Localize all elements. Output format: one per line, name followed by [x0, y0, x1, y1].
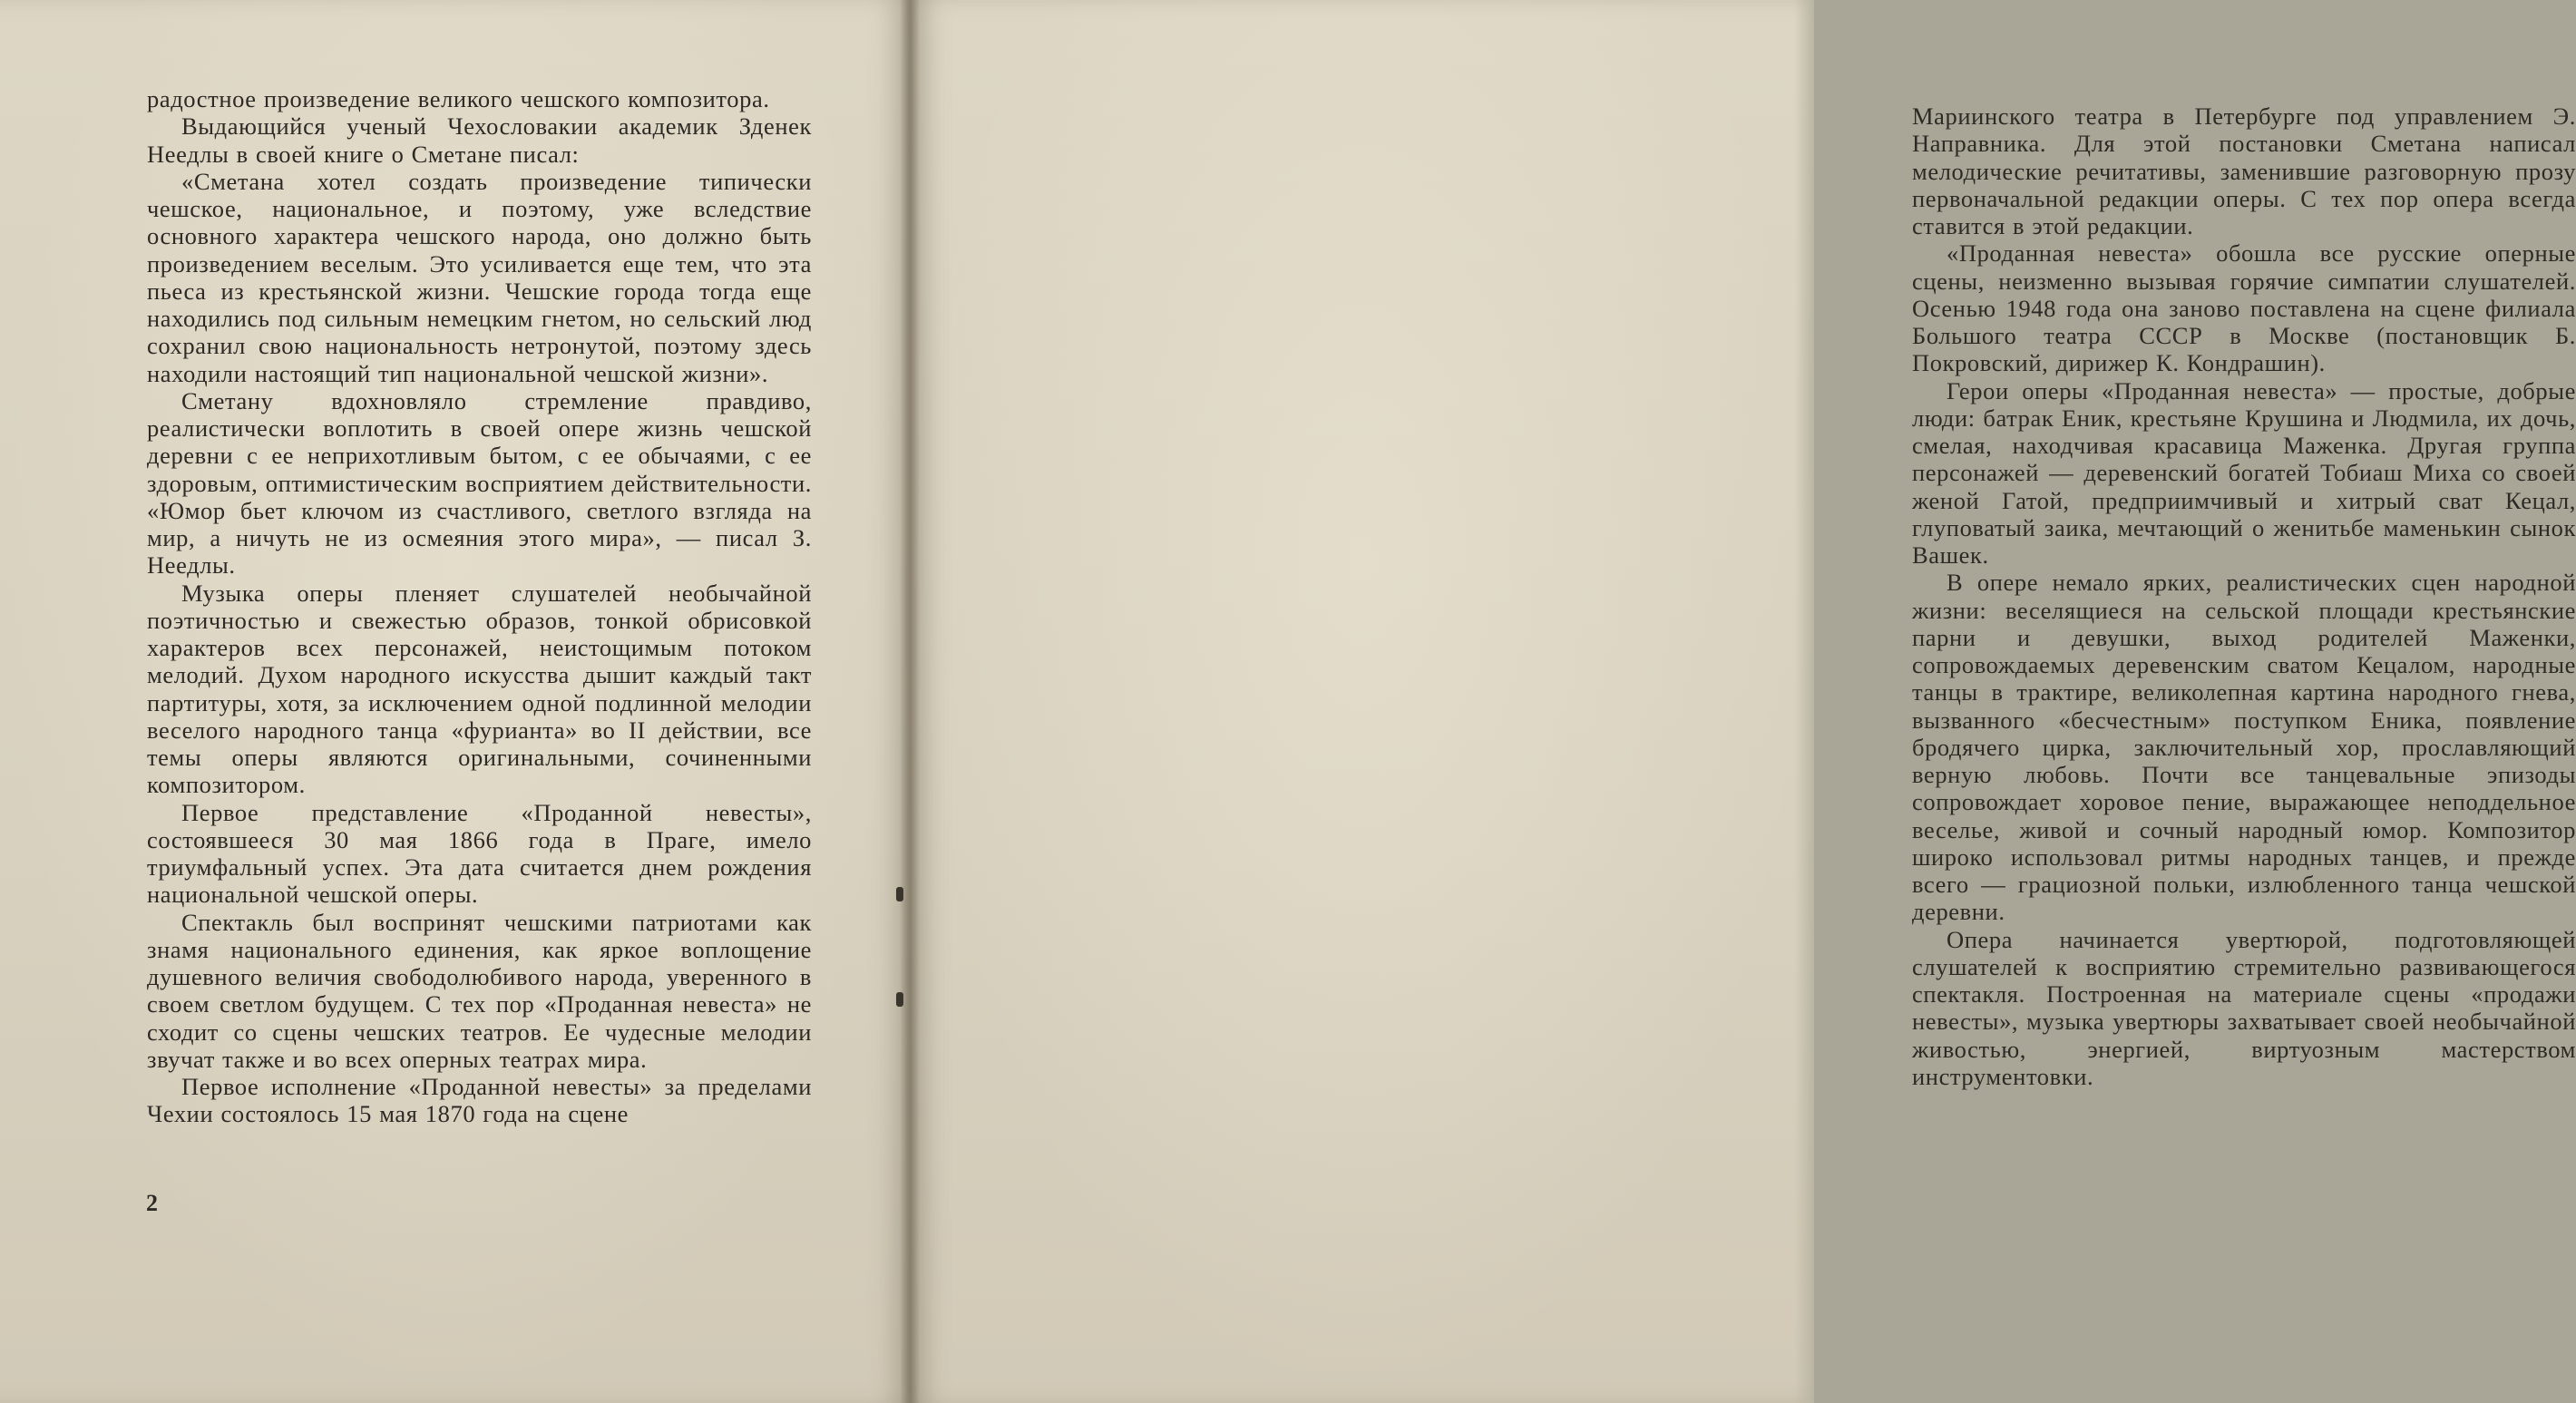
- paragraph: Выдающийся ученый Чехословакии академик Зденек Неедлы в своей книге о Сметане писал:: [147, 112, 812, 168]
- paragraph: Мариинского театра в Петербурге под управлением Э. Направника. Для этой постановки Сметана написал мелодические речитативы, заменившие разговорную прозу первоначальной редакции оперы. С тех пор опера всегда ставится в этой редакции.: [1912, 102, 2576, 239]
- right-page-text: [1912, 102, 2576, 1090]
- left-page-text: [147, 85, 812, 1128]
- paragraph: «Проданная невеста» обошла все русские оперные сцены, неизменно вызывая горячие симпатии слушателей. Осенью 1948 года она заново поставлена на сцене филиала Большого театра СССР в Москве (постановщик Б. Покровский, дирижер К. Кондрашин).: [1912, 239, 2576, 377]
- paragraph: Первое представление «Проданной невесты», состоявшееся 30 мая 1866 года в Праге, имело триумфальный успех. Эта дата считается днем рождения национальной чешской оперы.: [147, 798, 812, 909]
- paragraph: радостное произведение великого чешского композитора.: [147, 85, 770, 112]
- paragraph: Герои оперы «Проданная невеста» — простые, добрые люди: батрак Еник, крестьяне Крушина и Людмила, их дочь, смелая, находчивая красавица Маженка. Другая группа персонажей — деревенский богатей Тобиаш Миха со своей женой Гатой, предприимчивый и хитрый сват Кецал, глуповатый заика, мечтающий о женитьбе маменькин сынок Вашек.: [1912, 376, 2576, 569]
- paragraph: Первое исполнение «Проданной невесты» за пределами Чехии состоялось 15 мая 1870 года на сцене: [147, 1073, 812, 1128]
- quote-paragraph: «Сметана хотел создать произведение типически чешское, национальное, и поэтому, уже вследствие основного характера чешского народа, оно должно быть произведением веселым. Это усиливается еще тем, что эта пьеса из крестьянской жизни. Чешские города тогда еще находились под сильным немецким гнетом, но сельский люд сохранил свою национальность нетронутой, поэтому здесь находили настоящий тип национальной чешской жизни».: [147, 167, 812, 387]
- right-page: [910, 0, 2576, 1403]
- page-edge: [1794, 0, 1814, 1403]
- paragraph: В опере немало ярких, реалистических сцен народной жизни: веселящиеся на сельской площади крестьянские парни и девушки, выход родителей Маженки, сопровождаемых деревенским сватом Кецалом, народные танцы в трактире, великолепная картина народного гнева, вызванного «бесчестным» поступком Еника, появление бродячего цирка, заключительный хор, прославляющий верную любовь. Почти все танцевальные эпизоды сопровождает хоровое пение, выражающее неподдельное веселье, живой и сочный народный юмор. Композитор широко использовал ритмы народных танцев, и прежде всего — грациозной польки, излюбленного танца чешской деревни.: [1912, 569, 2576, 926]
- book-gutter: [900, 0, 920, 1403]
- paragraph: Спектакль был воспринят чешскими патриотами как знамя национального единения, как яркое воплощение душевного величия свободолюбивого народа, уверенного в своем светлом будущем. С тех пор «Проданная невеста» не сходит со сцены чешских театров. Ее чудесные мелодии звучат также и во всех оперных театрах мира.: [147, 908, 812, 1073]
- staple-mark: [896, 887, 903, 901]
- staple-mark: [896, 992, 903, 1007]
- paragraph: Сметану вдохновляло стремление правдиво, реалистически воплотить в своей опере жизнь чешской деревни с ее неприхотливым бытом, с ее обычаями, с ее здоровым, оптимистическим восприятием действительности. «Юмор бьет ключом из счастливого, светлого взгляда на мир, а ничуть не из осмеяния этого мира», — писал З. Неедлы.: [147, 386, 812, 580]
- page-number: 2: [146, 1190, 158, 1216]
- left-page: [0, 0, 910, 1403]
- paragraph: Опера начинается увертюрой, подготовляющей слушателей к восприятию стремительно развивающегося спектакля. Построенная на материале сцены «продажи невесты», музыка увертюры захватывает своей необычайной живостью, энергией, виртуозным мастерством инструментовки.: [1912, 925, 2576, 1090]
- paragraph: Музыка оперы пленяет слушателей необычайной поэтичностью и свежестью образов, тонкой обрисовкой характеров всех персонажей, неистощимым потоком мелодий. Духом народного искусства дышит каждый такт партитуры, хотя, за исключением одной подлинной мелодии веселого народного танца «фурианта» во II действии, все темы оперы являются оригинальными, сочиненными композитором.: [147, 579, 812, 799]
